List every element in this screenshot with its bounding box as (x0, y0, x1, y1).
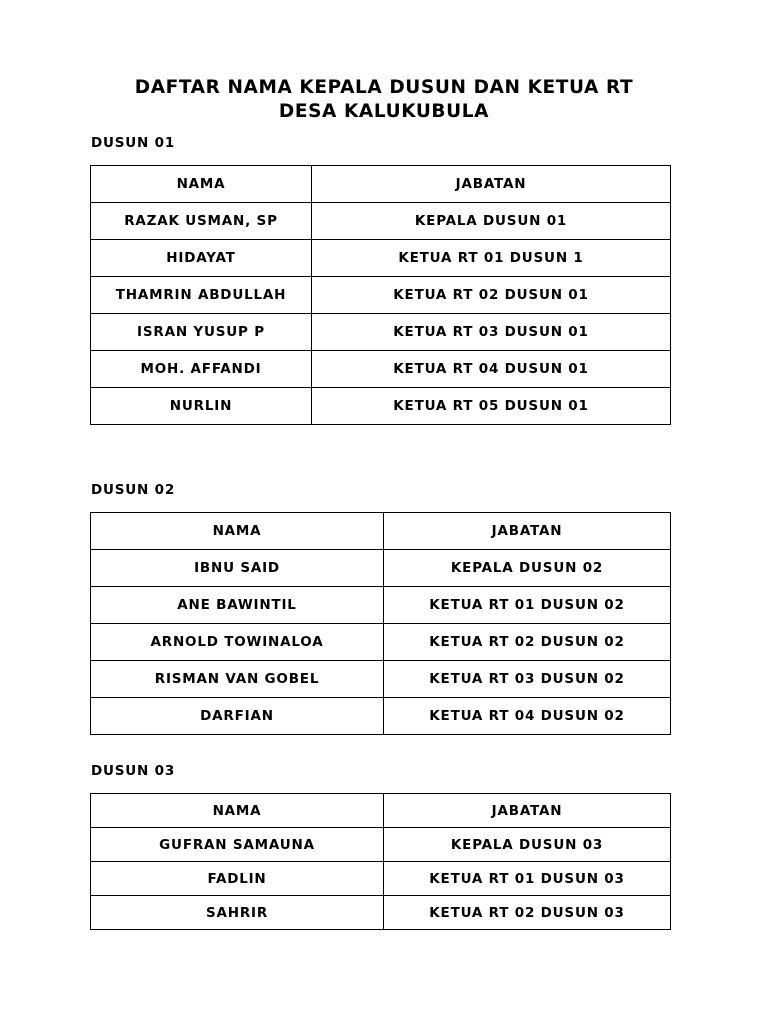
table-row (91, 550, 671, 587)
cell-jabatan: KETUA RT 01 DUSUN 1 (312, 240, 671, 277)
cell-nama: GUFRAN SAMAUNA (91, 828, 384, 862)
cell-nama: ARNOLD TOWINALOA (91, 624, 384, 661)
cell-jabatan: KETUA RT 02 DUSUN 01 (312, 277, 671, 314)
cell-jabatan: KETUA RT 01 DUSUN 02 (384, 587, 671, 624)
table-row (91, 624, 671, 661)
cell-nama: RISMAN VAN GOBEL (91, 661, 384, 698)
cell-nama: DARFIAN (91, 698, 384, 735)
cell-jabatan: KETUA RT 02 DUSUN 02 (384, 624, 671, 661)
header-nama: NAMA (91, 513, 384, 550)
cell-jabatan: KETUA RT 03 DUSUN 02 (384, 661, 671, 698)
section-label-dusun-02: DUSUN 02 (91, 482, 176, 498)
cell-jabatan: KETUA RT 03 DUSUN 01 (312, 314, 671, 351)
cell-nama: ISRAN YUSUP P (91, 314, 312, 351)
table-dusun-03 (90, 793, 671, 930)
table-row (91, 828, 671, 862)
table-header-row (91, 794, 671, 828)
table-row (91, 862, 671, 896)
table-row (91, 277, 671, 314)
title-line-2: DESA KALUKUBULA (278, 101, 490, 122)
cell-jabatan: KEPALA DUSUN 02 (384, 550, 671, 587)
cell-jabatan: KETUA RT 01 DUSUN 03 (384, 862, 671, 896)
cell-jabatan: KETUA RT 04 DUSUN 02 (384, 698, 671, 735)
cell-nama: HIDAYAT (91, 240, 312, 277)
table-dusun-01 (90, 165, 671, 425)
header-jabatan: JABATAN (312, 166, 671, 203)
table-row (91, 587, 671, 624)
document-title (0, 76, 768, 124)
header-nama: NAMA (91, 794, 384, 828)
section-label-dusun-03: DUSUN 03 (91, 763, 176, 779)
table-row (91, 351, 671, 388)
table-row (91, 314, 671, 351)
table-row (91, 203, 671, 240)
table-row (91, 698, 671, 735)
table-header-row (91, 166, 671, 203)
cell-jabatan: KETUA RT 05 DUSUN 01 (312, 388, 671, 425)
header-nama: NAMA (91, 166, 312, 203)
cell-nama: THAMRIN ABDULLAH (91, 277, 312, 314)
cell-nama: FADLIN (91, 862, 384, 896)
cell-jabatan: KETUA RT 02 DUSUN 03 (384, 896, 671, 930)
cell-nama: ANE BAWINTIL (91, 587, 384, 624)
table-row (91, 388, 671, 425)
table-row (91, 240, 671, 277)
cell-nama: RAZAK USMAN, SP (91, 203, 312, 240)
title-line-1: DAFTAR NAMA KEPALA DUSUN DAN KETUA RT (134, 77, 634, 98)
cell-jabatan: KEPALA DUSUN 01 (312, 203, 671, 240)
cell-nama: NURLIN (91, 388, 312, 425)
cell-jabatan: KEPALA DUSUN 03 (384, 828, 671, 862)
section-label-dusun-01: DUSUN 01 (91, 135, 176, 151)
cell-nama: MOH. AFFANDI (91, 351, 312, 388)
table-row (91, 896, 671, 930)
header-jabatan: JABATAN (384, 794, 671, 828)
cell-jabatan: KETUA RT 04 DUSUN 01 (312, 351, 671, 388)
cell-nama: SAHRIR (91, 896, 384, 930)
table-row (91, 661, 671, 698)
header-jabatan: JABATAN (384, 513, 671, 550)
table-header-row (91, 513, 671, 550)
table-dusun-02 (90, 512, 671, 735)
cell-nama: IBNU SAID (91, 550, 384, 587)
